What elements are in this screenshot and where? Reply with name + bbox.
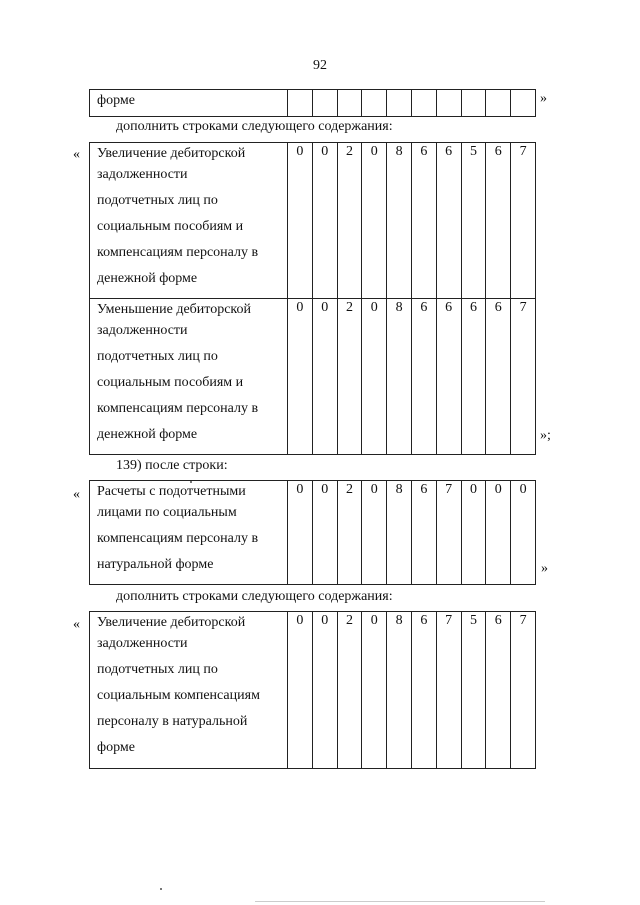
digit-cell bbox=[362, 90, 387, 117]
label-line: компенсациям персоналу в bbox=[97, 531, 259, 546]
digit-cell bbox=[312, 90, 337, 117]
digit-cell bbox=[486, 90, 511, 117]
row-label bbox=[90, 612, 288, 769]
opening-quote: « bbox=[73, 147, 80, 162]
table-row bbox=[90, 481, 536, 585]
digit-cell bbox=[436, 90, 461, 117]
digit-cell: 0 bbox=[288, 481, 313, 585]
closing-quote: » bbox=[540, 91, 547, 106]
label-line: Расчеты с подотчетными bbox=[97, 484, 246, 499]
label-line: Увеличение дебиторской bbox=[97, 615, 246, 630]
label-line: денежной форме bbox=[97, 271, 198, 286]
digit-cell: 6 bbox=[461, 299, 486, 455]
digit-cell: 0 bbox=[288, 612, 313, 769]
digit-cell: 8 bbox=[387, 612, 412, 769]
label-line: подотчетных лиц по bbox=[97, 193, 218, 208]
digit-cell bbox=[337, 90, 362, 117]
account-table-additions-2 bbox=[89, 611, 536, 769]
label-line: социальным пособиям и bbox=[97, 219, 244, 234]
label-line: компенсациям персоналу в bbox=[97, 245, 259, 260]
opening-quote: « bbox=[73, 617, 80, 632]
label-line: Уменьшение дебиторской bbox=[97, 302, 252, 317]
digit-cell: 0 bbox=[362, 481, 387, 585]
page-number: 92 bbox=[313, 58, 327, 73]
digit-cell: 0 bbox=[362, 143, 387, 299]
instruction-paragraph: дополнить строками следующего содержания: bbox=[116, 589, 393, 604]
label-line: подотчетных лиц по bbox=[97, 349, 218, 364]
digit-cell: 6 bbox=[486, 143, 511, 299]
digit-cell: 6 bbox=[436, 143, 461, 299]
digit-cell: 8 bbox=[387, 143, 412, 299]
row-label bbox=[90, 299, 288, 455]
digit-cell: 7 bbox=[511, 612, 536, 769]
row-label bbox=[90, 481, 288, 585]
digit-cell: 0 bbox=[312, 143, 337, 299]
table-row bbox=[90, 90, 536, 117]
digit-cell: 0 bbox=[288, 143, 313, 299]
scan-edge-line bbox=[255, 901, 545, 902]
digit-cell: 2 bbox=[337, 143, 362, 299]
digit-cell: 0 bbox=[362, 612, 387, 769]
digit-cell: 8 bbox=[387, 481, 412, 585]
digit-cell: 2 bbox=[337, 299, 362, 455]
label-line: натуральной форме bbox=[97, 557, 214, 572]
digit-cell: 0 bbox=[312, 612, 337, 769]
digit-cell bbox=[387, 90, 412, 117]
digit-cell: 5 bbox=[461, 143, 486, 299]
label-line: задолженности bbox=[97, 636, 188, 651]
closing-quote: »; bbox=[540, 428, 551, 443]
table-row bbox=[90, 299, 536, 455]
row-label bbox=[90, 143, 288, 299]
scan-speck bbox=[160, 888, 162, 890]
digit-cell: 0 bbox=[288, 299, 313, 455]
digit-cell: 0 bbox=[362, 299, 387, 455]
account-table-additions bbox=[89, 142, 536, 455]
label-line: форме bbox=[97, 93, 135, 108]
digit-cell: 0 bbox=[312, 299, 337, 455]
instruction-paragraph: 139) после строки: bbox=[116, 458, 228, 473]
account-table-continuation bbox=[89, 89, 536, 117]
digit-cell: 6 bbox=[436, 299, 461, 455]
instruction-paragraph: дополнить строками следующего содержания: bbox=[116, 119, 393, 134]
closing-quote: » bbox=[541, 561, 548, 576]
digit-cell: 0 bbox=[312, 481, 337, 585]
digit-cell bbox=[511, 90, 536, 117]
digit-cell: 0 bbox=[511, 481, 536, 585]
digit-cell: 6 bbox=[411, 481, 436, 585]
label-line: Увеличение дебиторской bbox=[97, 146, 246, 161]
digit-cell: 7 bbox=[436, 612, 461, 769]
digit-cell bbox=[288, 90, 313, 117]
digit-cell: 6 bbox=[411, 143, 436, 299]
digit-cell: 5 bbox=[461, 612, 486, 769]
label-line: персоналу в натуральной bbox=[97, 714, 248, 729]
row-label bbox=[90, 90, 288, 117]
digit-cell: 6 bbox=[486, 612, 511, 769]
digit-cell: 7 bbox=[511, 143, 536, 299]
table-row bbox=[90, 143, 536, 299]
digit-cell: 8 bbox=[387, 299, 412, 455]
digit-cell: 6 bbox=[411, 612, 436, 769]
label-line: задолженности bbox=[97, 167, 188, 182]
label-line: задолженности bbox=[97, 323, 188, 338]
label-line: форме bbox=[97, 740, 135, 755]
digit-cell bbox=[461, 90, 486, 117]
digit-cell: 6 bbox=[411, 299, 436, 455]
digit-cell: 7 bbox=[436, 481, 461, 585]
table-row bbox=[90, 612, 536, 769]
digit-cell: 2 bbox=[337, 481, 362, 585]
label-line: лицами по социальным bbox=[97, 505, 237, 520]
opening-quote: « bbox=[73, 487, 80, 502]
label-line: социальным компенсациям bbox=[97, 688, 260, 703]
digit-cell: 7 bbox=[511, 299, 536, 455]
account-table-reference bbox=[89, 480, 536, 585]
label-line: компенсациям персоналу в bbox=[97, 401, 259, 416]
digit-cell bbox=[411, 90, 436, 117]
label-line: денежной форме bbox=[97, 427, 198, 442]
digit-cell: 2 bbox=[337, 612, 362, 769]
digit-cell: 0 bbox=[486, 481, 511, 585]
label-line: подотчетных лиц по bbox=[97, 662, 218, 677]
digit-cell: 0 bbox=[461, 481, 486, 585]
digit-cell: 6 bbox=[486, 299, 511, 455]
label-line: социальным пособиям и bbox=[97, 375, 244, 390]
